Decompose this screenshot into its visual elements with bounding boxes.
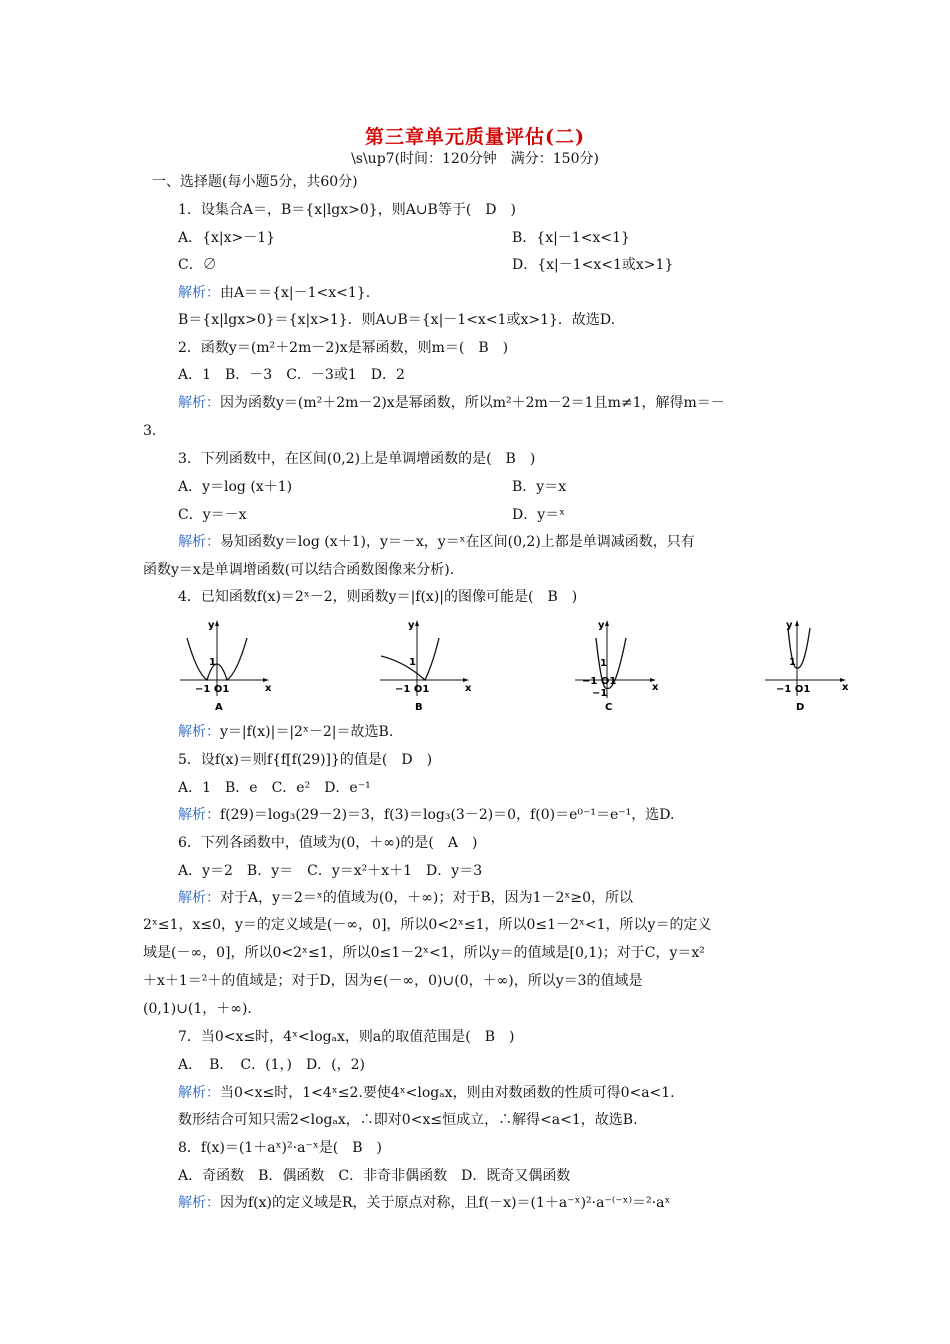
graph-b-x-ticks: −1 O1 [395,684,430,695]
q7-stem: 7．当0<x≤时，4ˣ<logₐx，则a的取值范围是( B ) [178,1029,515,1045]
graph-b-letter: B [415,702,423,713]
q1-option-b: B．{x|－1<x<1} [512,230,630,246]
graph-c-y-label: y [598,620,605,631]
graph-c-y-tick: 1 [600,658,607,669]
graph-a [175,618,275,713]
analysis-label: 解析： [178,395,220,411]
q1-option-c: C．∅ [178,257,217,273]
graph-d-y-tick: 1 [789,657,796,668]
graph-d-x-label: x [842,682,849,693]
q1-option-a: A．{x|x>－1} [178,230,276,246]
q1-stem: 1．设集合A＝，B＝{x|lgx>0}，则A∪B等于( D ) [178,202,516,218]
q6-options: A．y＝2 B．y＝ C．y＝x²＋x＋1 D．y＝3 [178,863,483,879]
q8-analysis [178,1194,670,1212]
graph-a-y-label: y [208,620,215,631]
q5-analysis-text-1: f(29)＝log₃(29－2)＝3，f(3)＝log₃(3－2)＝0，f(0)＝e⁰⁻¹＝e⁻¹，选D. [220,807,675,823]
graph-d-x-ticks: −1 O1 [776,684,811,695]
q3-option-a: A．y＝log (x＋1) [178,479,293,495]
graph-b-y-tick: 1 [409,657,416,668]
graph-d-letter: D [796,702,805,713]
q3-analysis-text-2: 函数y＝x是单调增函数(可以结合函数图像来分析). [143,562,455,578]
analysis-label: 解析： [178,1085,220,1101]
page-title: 第三章单元质量评估(二) [365,126,585,148]
section-heading: 一、选择题(每小题5分，共60分) [152,174,358,190]
graph-a-x-label: x [265,683,272,694]
graph-d-y-label: y [786,620,793,631]
q8-stem: 8．f(x)＝(1＋aˣ)²·a⁻ˣ是( B ) [178,1140,382,1156]
q1-analysis-text-1: 由A＝＝{x|－1<x<1}. [220,285,371,301]
graph-a-y-tick: 1 [209,657,216,668]
q4-analysis-text-1: y＝|f(x)|＝|2ˣ－2|＝故选B. [220,724,394,740]
q6-analysis-text-1: 对于A，y＝2＝ˣ的值域为(0，＋∞)；对于B，因为1－2ˣ≥0，所以 [220,890,634,906]
graph-d [760,618,860,713]
graph-b-x-label: x [465,683,472,694]
q6-analysis [178,889,633,907]
q5-options: A．1 B．e C．e² D．e⁻¹ [178,780,371,796]
graph-b [375,618,475,713]
graph-c-x-label: x [652,682,659,693]
q6-analysis-text-3: 域是(－∞，0]，所以0<2ˣ≤1，所以0≤1－2ˣ<1，所以y＝的值域是[0,1)；对于C，y＝x² [143,945,705,961]
q1-analysis-text-2: B＝{x|lgx>0}＝{x|x>1}．则A∪B＝{x|－1<x<1或x>1}．故选D. [178,312,616,328]
graph-a-x-ticks: −1 O1 [195,684,230,695]
q2-options: A．1 B．－3 C．－3或1 D．2 [178,367,405,383]
q6-analysis-text-5: (0,1)∪(1，＋∞). [143,1001,252,1017]
graph-a-letter: A [215,702,223,713]
q5-stem: 5．设f(x)＝则f{f[f(29)]}的值是( D ) [178,752,433,768]
graph-c-letter: C [605,702,613,713]
q1-analysis [178,284,370,302]
q7-analysis-text-1: 当0<x≤时，1<4ˣ≤2.要使4ˣ<logₐx，则由对数函数的性质可得0<a<1. [220,1085,675,1101]
q3-option-c: C．y＝－x [178,507,247,523]
q2-analysis [178,394,725,412]
analysis-label: 解析： [178,1195,220,1211]
q6-analysis-text-2: 2ˣ≤1，x≤0，y＝的定义域是(－∞，0]，所以0<2ˣ≤1，所以0≤1－2ˣ<1，所以y＝的定义 [143,917,712,933]
q2-analysis-text-1: 因为函数y＝(m²＋2m－2)x是幂函数，所以m²＋2m－2＝1且m≠1，解得m＝－ [220,395,725,411]
graph-c-x-ticks: −1 O1 [582,676,617,687]
graph-c [570,618,670,713]
analysis-label: 解析： [178,724,220,740]
q7-analysis [178,1084,675,1102]
graph-c-y-tick-neg: −1 [592,688,608,699]
q3-analysis [178,533,695,551]
analysis-label: 解析： [178,285,220,301]
q8-options: A．奇函数 B．偶函数 C．非奇非偶函数 D．既奇又偶函数 [178,1168,571,1184]
q1-option-d: D．{x|－1<x<1或x>1} [512,257,674,273]
time-score-line: \s\up7(时间：120分钟 满分：150分) [351,151,599,167]
q7-analysis-text-2: 数形结合可知只需2<logₐx，∴即对0<x≤恒成立，∴解得<a<1，故选B. [178,1112,638,1128]
q4-stem: 4．已知函数f(x)＝2ˣ－2，则函数y＝|f(x)|的图像可能是( B ) [178,589,578,605]
q3-analysis-text-1: 易知函数y＝log (x＋1)，y＝－x，y＝ˣ在区间(0,2)上都是单调减函数，只有 [220,534,695,550]
graph-b-y-label: y [408,620,415,631]
q3-stem: 3．下列函数中，在区间(0,2)上是单调增函数的是( B ) [178,451,536,467]
q3-option-d: D．y＝ˣ [512,507,566,523]
q4-analysis [178,723,393,741]
analysis-label: 解析： [178,807,220,823]
q8-analysis-text-1: 因为f(x)的定义域是R，关于原点对称，且f(－x)＝(1＋a⁻ˣ)²·a⁻⁽⁻ˣ⁾＝²·aˣ [220,1195,671,1211]
q5-analysis [178,806,674,824]
q2-analysis-text-2: 3. [143,423,157,439]
analysis-label: 解析： [178,890,220,906]
q6-analysis-text-4: ＋x＋1＝²＋的值域是；对于D，因为∈(－∞，0)∪(0，＋∞)，所以y＝3的值域是 [143,973,643,989]
q6-stem: 6．下列各函数中，值域为(0，＋∞)的是( A ) [178,835,478,851]
q7-options: A． B． C．(1，) D．(，2) [178,1057,365,1073]
q2-stem: 2．函数y＝(m²＋2m－2)x是幂函数，则m＝( B ) [178,340,509,356]
q3-option-b: B．y＝x [512,479,567,495]
analysis-label: 解析： [178,534,220,550]
